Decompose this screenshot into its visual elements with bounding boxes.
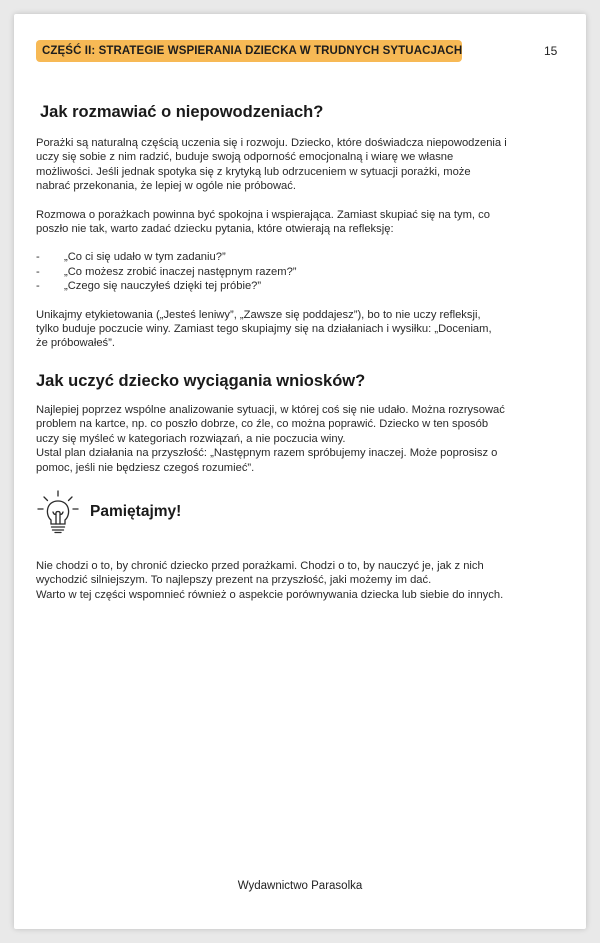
text-line: Rozmowa o porażkach powinna być spokojna i wspierająca. Zamiast skupiać się na tym, co	[36, 208, 490, 221]
dash-marker: -	[36, 265, 40, 278]
question-text: „Co ci się udało w tym zadaniu?”	[64, 251, 226, 264]
text-line: Warto w tej części wspomnieć również o aspekcie porównywania dziecka lub siebie do innych.	[36, 588, 504, 601]
text-line: Unikajmy etykietowania („Jesteś leniwy”, „Zawsze się poddajesz”), bo to nie uczy refleksji,	[36, 308, 481, 321]
question-text: „Czego się nauczyłeś dzięki tej próbie?”	[64, 280, 262, 293]
list-item	[36, 250, 546, 264]
document-page	[14, 14, 586, 929]
text-line: tylko buduje poczucie winy. Zamiast tego skupiajmy się na działaniach i wysiłku: „Doceniam,	[36, 323, 492, 336]
dash-marker: -	[36, 251, 40, 264]
question-text: „Co możesz zrobić inaczej następnym razem?”	[64, 265, 297, 278]
tip-title: Pamiętajmy!	[90, 502, 182, 520]
paragraph-conversation	[36, 208, 546, 237]
lightbulb-icon	[36, 489, 80, 535]
publisher-footer: Wydawnictwo Parasolka	[237, 880, 363, 892]
text-line: możliwości. Jeśli jednak spotyka się z krytyką lub odrzuceniem w sytuacji porażki, może	[36, 165, 471, 178]
paragraph-analysis	[36, 403, 546, 475]
question-list	[36, 250, 546, 293]
text-line: Porażki są naturalną częścią uczenia się i rozwoju. Dziecko, które doświadcza niepowodzenia i	[36, 137, 507, 149]
chapter-title: CZĘŚĆ II: STRATEGIE WSPIERANIA DZIECKA W TRUDNYCH SYTUACJACH	[42, 45, 463, 57]
text-line: pomoc, jeśli nie będziesz czegoś rozumieć”.	[36, 461, 255, 474]
text-line: poszło nie tak, warto zadać dziecku pytania, które otwierają na refleksję:	[36, 223, 394, 236]
page-content	[36, 102, 546, 616]
heading-failures: Jak rozmawiać o niepowodzeniach?	[40, 103, 324, 121]
chapter-header-band	[36, 40, 462, 62]
text-line: że próbowałeś”.	[36, 337, 115, 350]
text-line: uczy się myśleć w kategoriach rozwiązań, a nie poczucia winy.	[36, 432, 346, 445]
text-line: Ustal plan działania na przyszłość: „Następnym razem spróbujemy inaczej. Może poprosisz o	[36, 447, 498, 460]
text-line: problem na kartce, np. co poszło dobrze, co źle, co można poprawić. Dziecko w ten sposób	[36, 418, 489, 431]
page-number: 15	[544, 44, 558, 58]
text-line: wychodzić silniejszym. To najlepszy prezent na przyszłość, jaki możemy im dać.	[36, 574, 432, 587]
dash-marker: -	[36, 280, 40, 293]
paragraph-intro	[36, 136, 546, 194]
list-item	[36, 279, 546, 293]
text-line: Najlepiej poprzez wspólne analizowanie sytuacji, w której coś się nie udało. Można rozrysować	[36, 403, 505, 416]
list-item	[36, 265, 546, 279]
text-line: nabrać przekonania, że lepiej w ogóle nie próbować.	[36, 180, 296, 193]
text-line: Nie chodzi o to, by chronić dziecko przed porażkami. Chodzi o to, by nauczyć je, jak z nich	[36, 559, 484, 572]
text-line: uczy się sobie z nim radzić, buduje swoją odporność emocjonalną i wiarę we własne	[36, 151, 454, 164]
paragraph-labeling	[36, 308, 546, 351]
heading-conclusions: Jak uczyć dziecko wyciągania wniosków?	[36, 371, 366, 390]
paragraph-remember	[36, 559, 546, 602]
tip-box	[36, 489, 546, 535]
